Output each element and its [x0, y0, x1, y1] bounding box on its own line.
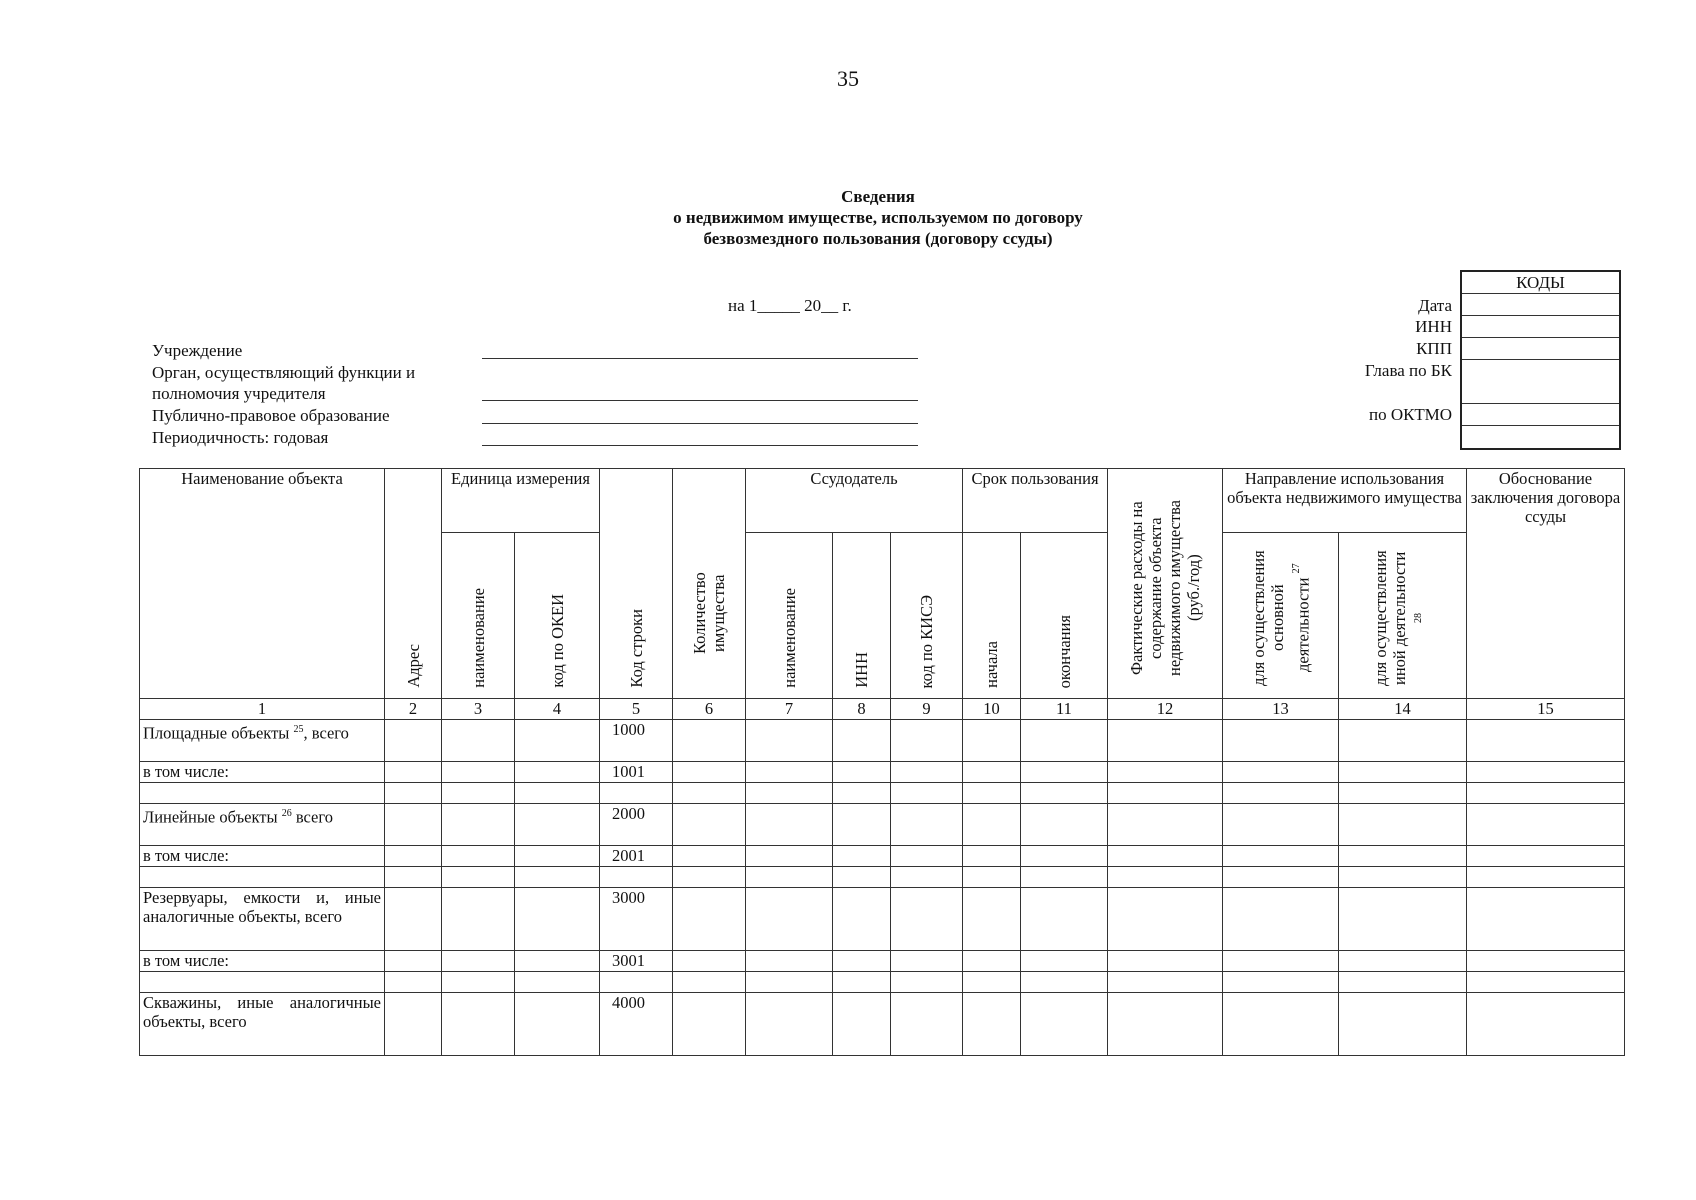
cell[interactable] [1108, 867, 1223, 888]
cell[interactable] [1467, 846, 1625, 867]
header-unit-name-text: наименование [468, 588, 488, 688]
cell[interactable] [673, 972, 746, 993]
cell[interactable] [385, 804, 442, 846]
table-row [140, 720, 1625, 762]
cell[interactable] [1223, 783, 1339, 804]
header-unit: Единица измерения [442, 469, 600, 533]
cell[interactable] [1021, 993, 1108, 1056]
header-quantity-text: Количество имущества [690, 572, 728, 654]
header-unit-name [442, 533, 515, 699]
cell[interactable] [963, 720, 1021, 762]
cell[interactable] [963, 972, 1021, 993]
cell[interactable] [442, 972, 515, 993]
codes-box [1460, 270, 1621, 450]
row-code-1000: 1000 [600, 720, 673, 762]
table-row [140, 993, 1625, 1056]
title-line-2: о недвижимом имуществе, используемом по договору [673, 208, 1083, 227]
cell[interactable] [385, 720, 442, 762]
codes-inn-label: ИНН [1415, 317, 1452, 336]
header-direction: Направление использования объекта недвижимого имущества [1223, 469, 1467, 533]
title-line-3: безвозмездного пользования (договору ссуды) [703, 229, 1053, 248]
cell[interactable] [1108, 972, 1223, 993]
cell[interactable] [746, 993, 833, 1056]
cell[interactable] [833, 804, 891, 846]
dir-main-text: для осуществления основной деятельности [1248, 550, 1313, 686]
cell[interactable] [891, 762, 963, 783]
col-num: 4 [515, 699, 600, 720]
table-row [140, 951, 1625, 972]
header-row-code-text: Код строки [626, 609, 646, 688]
founder-label-line1: Орган, осуществляющий функции и [152, 363, 416, 382]
cell[interactable] [1339, 846, 1467, 867]
cell[interactable] [385, 867, 442, 888]
cell[interactable] [515, 972, 600, 993]
row-label-1001: в том числе: [140, 762, 385, 783]
cell[interactable] [963, 888, 1021, 951]
table-row [140, 762, 1625, 783]
cell[interactable] [746, 720, 833, 762]
cell[interactable] [515, 804, 600, 846]
periodicity-label: Периодичность: годовая [152, 428, 329, 447]
header-lender-inn-text: ИНН [852, 652, 871, 688]
cell[interactable] [746, 888, 833, 951]
col-num: 14 [1339, 699, 1467, 720]
founder-field[interactable] [482, 400, 918, 401]
cell[interactable] [891, 951, 963, 972]
cell[interactable] [833, 762, 891, 783]
cell[interactable] [746, 783, 833, 804]
cell[interactable] [442, 720, 515, 762]
header-lender-name [746, 533, 833, 699]
cell[interactable] [600, 783, 673, 804]
header-expenses-text: Фактические расходы на содержание объекта недвижимого имущества (руб./год) [1127, 500, 1203, 676]
cell[interactable] [746, 951, 833, 972]
row-code-3001: 3001 [600, 951, 673, 972]
cell[interactable] [963, 762, 1021, 783]
cell[interactable] [515, 993, 600, 1056]
cell[interactable] [833, 720, 891, 762]
cell[interactable] [891, 972, 963, 993]
codes-inn-cell[interactable] [1462, 316, 1619, 338]
cell[interactable] [1021, 867, 1108, 888]
cell[interactable] [442, 993, 515, 1056]
row-label-4000: Скважины, иные аналогичные объекты, всего [140, 993, 385, 1056]
cell[interactable] [515, 762, 600, 783]
cell[interactable] [673, 993, 746, 1056]
cell[interactable] [1339, 720, 1467, 762]
cell[interactable] [1108, 783, 1223, 804]
cell[interactable] [673, 720, 746, 762]
header-direction-other-text [1371, 548, 1435, 688]
row-code-2000: 2000 [600, 804, 673, 846]
cell[interactable] [891, 888, 963, 951]
cell[interactable] [963, 846, 1021, 867]
cell[interactable] [1467, 888, 1625, 951]
header-lender-inn [833, 533, 891, 699]
public-entity-label: Публично-правовое образование [152, 406, 390, 425]
cell[interactable] [1021, 762, 1108, 783]
row-code-2001: 2001 [600, 846, 673, 867]
cell[interactable] [442, 951, 515, 972]
cell[interactable] [1467, 762, 1625, 783]
cell[interactable] [833, 867, 891, 888]
cell[interactable] [1021, 720, 1108, 762]
cell[interactable] [891, 846, 963, 867]
col-num: 8 [833, 699, 891, 720]
cell[interactable] [1467, 804, 1625, 846]
table-row [140, 867, 1625, 888]
document-title [0, 186, 1696, 249]
cell[interactable] [673, 762, 746, 783]
cell[interactable] [833, 888, 891, 951]
cell[interactable] [1339, 804, 1467, 846]
cell[interactable] [833, 846, 891, 867]
cell[interactable] [1339, 783, 1467, 804]
cell[interactable] [833, 951, 891, 972]
cell[interactable] [385, 993, 442, 1056]
cell[interactable] [1223, 846, 1339, 867]
cell[interactable] [963, 804, 1021, 846]
cell[interactable] [1223, 804, 1339, 846]
cell[interactable] [385, 888, 442, 951]
cell[interactable] [891, 993, 963, 1056]
cell[interactable] [1223, 762, 1339, 783]
cell[interactable] [1108, 993, 1223, 1056]
table-row [140, 783, 1625, 804]
row-label-1000: Площадные объекты $^{25}$, всего [140, 720, 385, 762]
codes-oktmo-label: по ОКТМО [1368, 405, 1452, 424]
cell[interactable] [515, 867, 600, 888]
cell[interactable] [442, 867, 515, 888]
cell[interactable] [1021, 783, 1108, 804]
col-num: 9 [891, 699, 963, 720]
codes-chapter-cell[interactable] [1462, 360, 1619, 404]
cell[interactable] [746, 972, 833, 993]
property-table [139, 468, 1625, 1056]
cell[interactable] [963, 993, 1021, 1056]
periodicity-field[interactable] [482, 445, 918, 446]
codes-header: КОДЫ [1462, 272, 1619, 294]
row-label-3000: Резервуары, емкости и, иные аналогичные объекты, всего [140, 888, 385, 951]
cell[interactable] [746, 846, 833, 867]
title-line-1: Сведения [841, 187, 915, 206]
cell[interactable] [140, 783, 385, 804]
header-lender: Ссудодатель [746, 469, 963, 533]
header-quantity [673, 469, 746, 699]
cell[interactable] [1223, 720, 1339, 762]
cell[interactable] [442, 804, 515, 846]
header-address-text: Адрес [403, 644, 423, 688]
cell[interactable] [1467, 783, 1625, 804]
cell[interactable] [1108, 951, 1223, 972]
cell[interactable] [140, 867, 385, 888]
cell[interactable] [442, 783, 515, 804]
cell[interactable] [673, 951, 746, 972]
col-num: 5 [600, 699, 673, 720]
table-row [140, 846, 1625, 867]
cell[interactable] [1467, 993, 1625, 1056]
header-direction-other [1339, 533, 1467, 699]
institution-label: Учреждение [152, 341, 243, 360]
col-num: 7 [746, 699, 833, 720]
cell[interactable] [515, 888, 600, 951]
header-lender-kise [891, 533, 963, 699]
codes-oktmo-cell[interactable] [1462, 404, 1619, 426]
cell[interactable] [673, 846, 746, 867]
codes-chapter-label: Глава по БК [1364, 361, 1452, 380]
cell[interactable] [891, 783, 963, 804]
cell[interactable] [442, 888, 515, 951]
cell[interactable] [963, 783, 1021, 804]
cell[interactable] [891, 804, 963, 846]
cell[interactable] [1467, 867, 1625, 888]
cell[interactable] [1021, 951, 1108, 972]
cell[interactable] [1223, 951, 1339, 972]
cell[interactable] [1339, 951, 1467, 972]
cell[interactable] [515, 951, 600, 972]
cell[interactable] [600, 972, 673, 993]
cell[interactable] [746, 804, 833, 846]
col-num: 11 [1021, 699, 1108, 720]
col-num: 13 [1223, 699, 1339, 720]
header-lender-name-text: наименование [779, 588, 799, 688]
cell[interactable] [385, 951, 442, 972]
table-row [140, 972, 1625, 993]
cell[interactable] [833, 993, 891, 1056]
cell[interactable] [1223, 972, 1339, 993]
cell[interactable] [1223, 993, 1339, 1056]
header-expenses [1108, 469, 1223, 699]
cell[interactable] [1223, 867, 1339, 888]
header-unit-okei [515, 533, 600, 699]
cell[interactable] [1467, 972, 1625, 993]
header-term-end-text: окончания [1054, 614, 1074, 688]
header-lender-kise-text: код по КИСЭ [917, 594, 936, 688]
cell[interactable] [442, 762, 515, 783]
cell[interactable] [891, 867, 963, 888]
col-num: 1 [140, 699, 385, 720]
row-code-3000: 3000 [600, 888, 673, 951]
cell[interactable] [1339, 888, 1467, 951]
cell[interactable] [600, 867, 673, 888]
codes-kpp-cell[interactable] [1462, 338, 1619, 360]
cell[interactable] [1108, 846, 1223, 867]
cell[interactable] [515, 720, 600, 762]
header-basis: Обоснование заключения договора ссуды [1467, 469, 1625, 699]
row-label-2000: Линейные объекты $^{26}$ всего [140, 804, 385, 846]
cell[interactable] [1108, 720, 1223, 762]
cell[interactable] [1108, 762, 1223, 783]
cell[interactable] [1108, 888, 1223, 951]
codes-extra-cell[interactable] [1462, 426, 1619, 448]
cell[interactable] [1021, 972, 1108, 993]
header-direction-main-text [1249, 548, 1313, 688]
header-row-code [600, 469, 673, 699]
cell[interactable] [1223, 888, 1339, 951]
founder-label-line2: полномочия учредителя [152, 384, 326, 403]
cell[interactable] [673, 888, 746, 951]
header-address [385, 469, 442, 699]
table-row [140, 804, 1625, 846]
institution-field[interactable] [482, 358, 918, 359]
cell[interactable] [385, 846, 442, 867]
cell[interactable] [1467, 951, 1625, 972]
cell[interactable] [515, 783, 600, 804]
cell[interactable] [442, 846, 515, 867]
cell[interactable] [963, 951, 1021, 972]
row-label-2001: в том числе: [140, 846, 385, 867]
page-number: 35 [837, 66, 859, 91]
cell[interactable] [385, 783, 442, 804]
cell[interactable] [1021, 804, 1108, 846]
col-num: 3 [442, 699, 515, 720]
col-num: 10 [963, 699, 1021, 720]
cell[interactable] [673, 867, 746, 888]
cell[interactable] [515, 846, 600, 867]
dir-other-text: для осуществления иной деятельности [1370, 550, 1409, 686]
cell[interactable] [1021, 888, 1108, 951]
cell[interactable] [1108, 804, 1223, 846]
codes-date-cell[interactable] [1462, 294, 1619, 316]
column-numbers-row [140, 699, 1625, 720]
cell[interactable] [746, 867, 833, 888]
col-num: 12 [1108, 699, 1223, 720]
cell[interactable] [385, 972, 442, 993]
cell[interactable] [140, 972, 385, 993]
public-entity-field[interactable] [482, 423, 918, 424]
header-term-start [963, 533, 1021, 699]
table-row [140, 888, 1625, 951]
cell[interactable] [1339, 867, 1467, 888]
col-num: 6 [673, 699, 746, 720]
codes-date-label: Дата [1418, 296, 1452, 315]
report-date-line: на 1_____ 20__ г. [728, 296, 852, 315]
row-label-3001: в том числе: [140, 951, 385, 972]
header-direction-main [1223, 533, 1339, 699]
header-term-end [1021, 533, 1108, 699]
cell[interactable] [385, 762, 442, 783]
header-unit-okei-text: код по ОКЕИ [547, 594, 567, 688]
header-term-start-text: начала [982, 641, 1001, 688]
cell[interactable] [833, 783, 891, 804]
cell[interactable] [833, 972, 891, 993]
cell[interactable] [673, 804, 746, 846]
header-object-name: Наименование объекта [140, 469, 385, 699]
cell[interactable] [891, 720, 963, 762]
dir-main-footnote: 27 [1290, 563, 1302, 574]
row-code-1001: 1001 [600, 762, 673, 783]
cell[interactable] [1339, 972, 1467, 993]
cell[interactable] [963, 867, 1021, 888]
cell[interactable] [1339, 993, 1467, 1056]
cell[interactable] [1467, 720, 1625, 762]
row-code-4000: 4000 [600, 993, 673, 1056]
col-num: 15 [1467, 699, 1625, 720]
header-term: Срок пользования [963, 469, 1108, 533]
col-num: 2 [385, 699, 442, 720]
dir-other-footnote: 28 [1412, 613, 1424, 623]
cell[interactable] [746, 762, 833, 783]
cell[interactable] [1339, 762, 1467, 783]
cell[interactable] [673, 783, 746, 804]
codes-kpp-label: КПП [1416, 339, 1452, 358]
cell[interactable] [1021, 846, 1108, 867]
